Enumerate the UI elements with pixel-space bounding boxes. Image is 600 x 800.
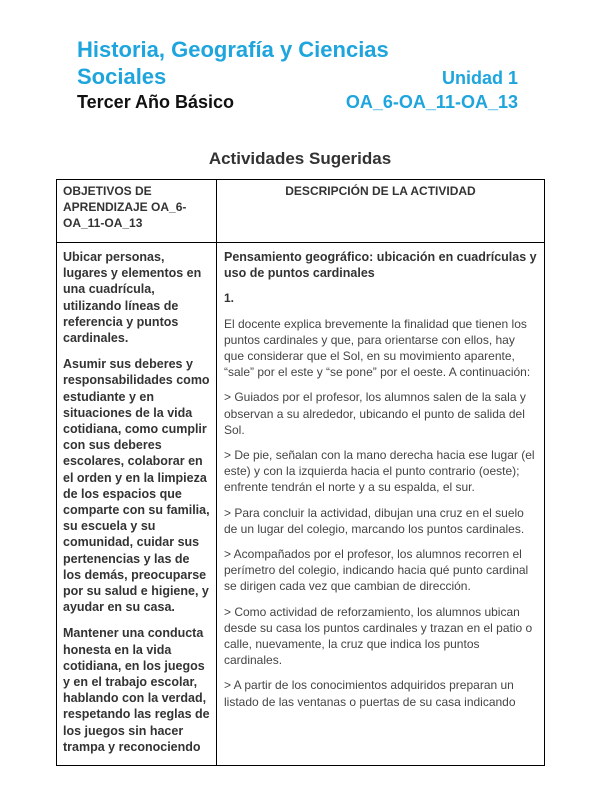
document-title xyxy=(77,36,389,90)
table-header-row xyxy=(57,180,545,243)
objectives-cell xyxy=(57,243,217,766)
activity-paragraph: > Para concluir la actividad, dibujan una cruz en el suelo de un lugar del colegio, marcando los puntos cardinales. xyxy=(224,505,525,536)
description-cell xyxy=(217,243,545,766)
activity-number: 1. xyxy=(224,291,235,306)
activity-paragraph: > De pie, señalan con la mano derecha hacia ese lugar (el este) y con la izquierda hacia el punto contrario (oeste); enfrente tendrán el norte y a su espalda, el sur. xyxy=(224,448,535,495)
objective-item: Asumir sus deberes y responsabilidades como estudiante y en situaciones de la vida cotidiana, como cumplir con sus deberes escolares, colaborar en el orden y en la limpieza de los espacios que comparte con su familia, su escuela y su comunidad, cuidar sus pertenencias y las de los demás, preocuparse por su salud e higiene, y ayudar en su casa. xyxy=(63,357,210,615)
activity-heading: Pensamiento geográfico: ubicación en cuadrículas y uso de puntos cardinales xyxy=(224,250,537,281)
activity-paragraph: > Guiados por el profesor, los alumnos salen de la sala y observan a su alrededor, ubicando el punto de salida del Sol. xyxy=(224,390,526,437)
objective-item: Ubicar personas, lugares y elementos en una cuadrícula, utilizando líneas de referencia y puntos cardinales. xyxy=(63,250,202,346)
activity-paragraph: > Como actividad de reforzamiento, los alumnos ubican desde su casa los puntos cardinales y trazan en el patio o calle, nuevamente, la cruz que indica los puntos cardinales. xyxy=(224,604,533,668)
title-line-1: Historia, Geografía y Ciencias xyxy=(77,37,389,62)
activity-paragraph: El docente explica brevemente la finalidad que tienen los puntos cardinales y que, para orientarse con ellos, hay que considerar que el Sol, en su movimiento aparente, “sale” por el este y “se pone” por el oeste. A continuación: xyxy=(224,316,531,380)
objectives-header: OBJETIVOS DE APRENDIZAJE OA_6-OA_11-OA_13 xyxy=(57,180,217,243)
description-header: DESCRIPCIÓN DE LA ACTIVIDAD xyxy=(217,180,545,243)
unit-label: Unidad 1 xyxy=(441,68,518,88)
activity-paragraph: > Acompañados por el profesor, los alumnos recorren el perímetro del colegio, indicando hacia qué punto cardinal se dirigen cada vez que cambian de dirección. xyxy=(224,547,529,594)
title-line-2: Sociales xyxy=(77,64,167,89)
section-title: Actividades Sugeridas xyxy=(208,149,392,168)
activity-paragraph: > A partir de los conocimientos adquiridos preparan un listado de las ventanas o puertas de su casa indicando xyxy=(224,678,516,709)
table-row xyxy=(57,243,545,766)
objective-item: Mantener una conducta honesta en la vida cotidiana, en los juegos y en el trabajo escolar, hablando con la verdad, respetando las reglas de los juegos sin hacer trampa y reconociendo xyxy=(63,626,210,754)
grade-label: Tercer Año Básico xyxy=(77,92,235,112)
activities-table xyxy=(56,179,545,766)
oa-code-label: OA_6-OA_11-OA_13 xyxy=(345,92,518,112)
